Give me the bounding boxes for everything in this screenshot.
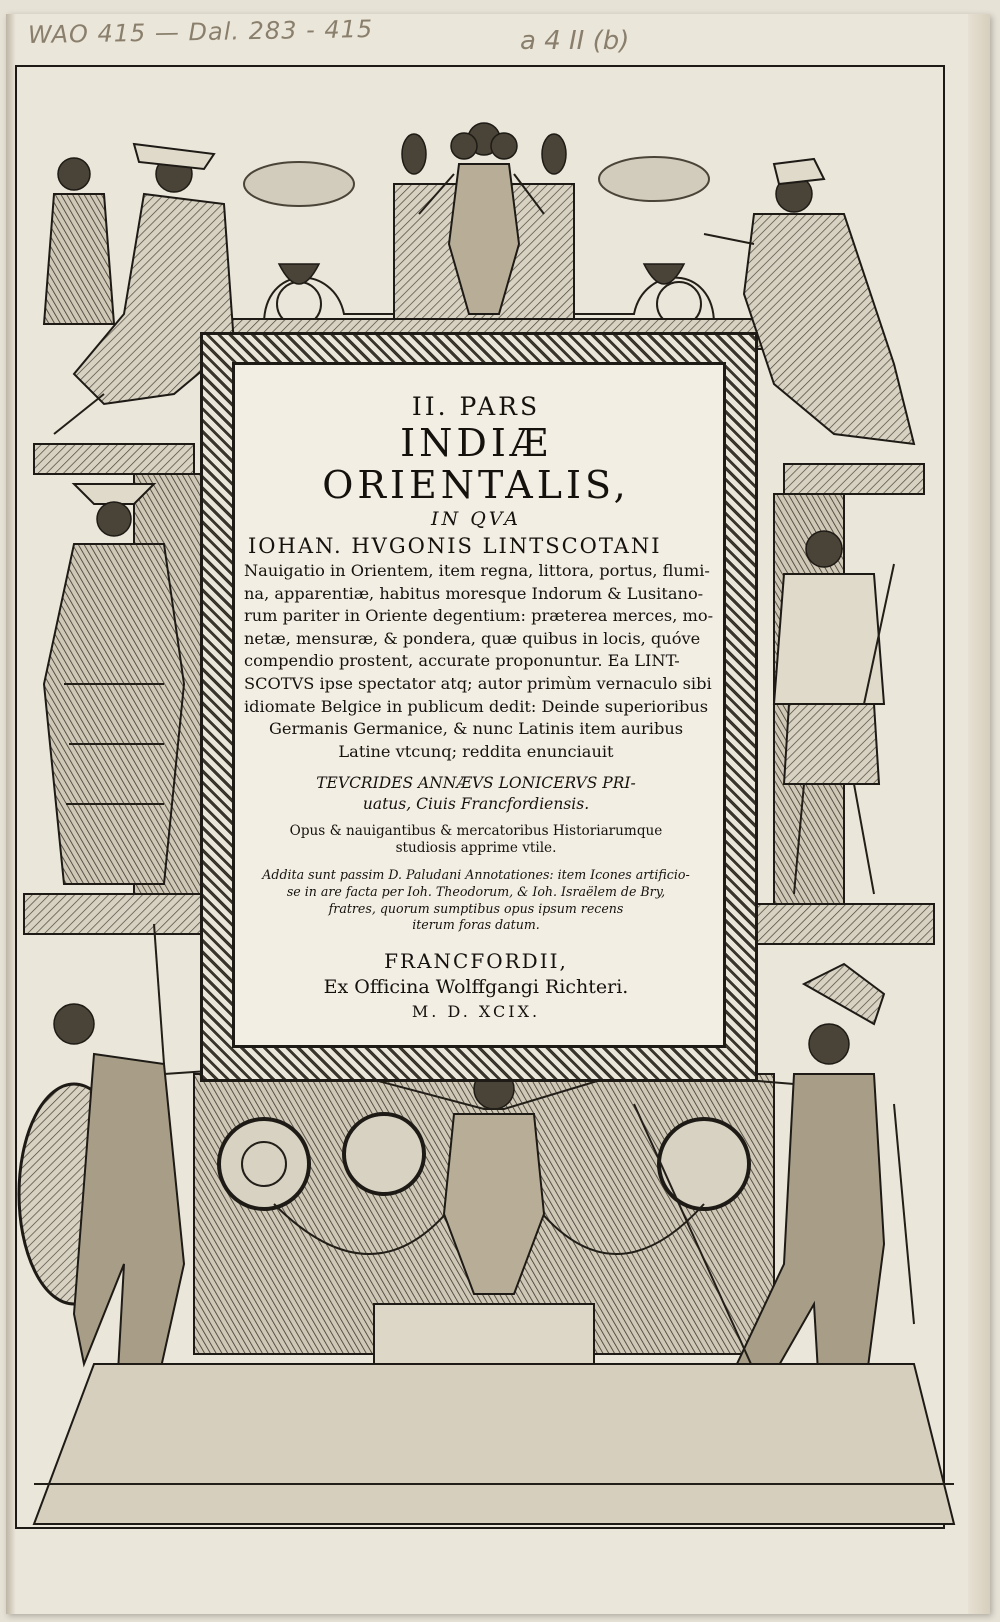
addita-line: se in are facta per Ioh. Theodorum, & Ioh. Israëlem de Bry, bbox=[286, 883, 666, 899]
description-paragraph bbox=[244, 560, 714, 763]
description-line: Germanis Germanice, & nunc Latinis item auribus bbox=[268, 719, 684, 739]
translator-line: TEVCRIDES ANNÆVS LONICERVS PRI- bbox=[316, 774, 636, 793]
description-line: idiomate Belgice in publicum dedit: Deinde superioribus bbox=[244, 696, 709, 716]
page-edge bbox=[968, 14, 990, 1614]
translator-credit bbox=[244, 773, 708, 815]
description-line: na, apparentiæ, habitus moresque Indorum & Lusitano- bbox=[244, 583, 704, 603]
description-line: Latine vtcunq; reddita enunciauit bbox=[338, 741, 614, 761]
title-text-block bbox=[244, 382, 714, 1032]
imprint-printer: Ex Officina Wolffgangi Richteri. bbox=[323, 975, 629, 998]
opus-line: studiosis apprime vtile. bbox=[395, 840, 557, 857]
opus-line: Opus & nauigantibus & mercatoribus Historiarumque bbox=[289, 823, 663, 840]
opus-note bbox=[244, 823, 708, 857]
description-line: rum pariter in Oriente degentium: præterea merces, mo- bbox=[244, 606, 714, 626]
translator-line: uatus, Ciuis Francfordiensis. bbox=[362, 795, 590, 814]
floor bbox=[34, 1364, 954, 1524]
addita-line: Addita sunt passim D. Paludani Annotationes: item Icones artificio- bbox=[262, 867, 690, 883]
imprint-year: M. D. XCIX. bbox=[411, 1001, 541, 1021]
author-line: IOHAN. HVGONIS LINTSCOTANI bbox=[248, 534, 662, 558]
description-line: SCOTVS ipse spectator atq; autor primùm vernaculo sibi bbox=[244, 673, 712, 693]
addita-note bbox=[244, 867, 708, 933]
main-title: INDIÆ ORIENTALIS, bbox=[322, 421, 630, 507]
pencil-annotation-left: WAO 415 — Dal. 283 - 415 bbox=[27, 14, 374, 50]
standing-figure-left bbox=[44, 484, 184, 884]
description-line: Nauigatio in Orientem, item regna, littora, portus, flumi- bbox=[244, 561, 710, 580]
in-qua-line: IN QVA bbox=[431, 508, 521, 530]
addita-line: iterum foras datum. bbox=[412, 917, 540, 933]
addita-line: fratres, quorum sumptibus opus ipsum recens bbox=[328, 900, 624, 916]
imprint-place: FRANCFORDII, bbox=[384, 948, 568, 973]
description-line: compendio prostent, accurate proponuntur. Ea LINT- bbox=[244, 651, 680, 671]
part-heading: II. PARS bbox=[411, 392, 541, 421]
description-line: netæ, mensuræ, & pondera, quæ quibus in locis, quóve bbox=[244, 628, 701, 648]
pencil-annotation-right: a 4 II (b) bbox=[520, 26, 630, 56]
